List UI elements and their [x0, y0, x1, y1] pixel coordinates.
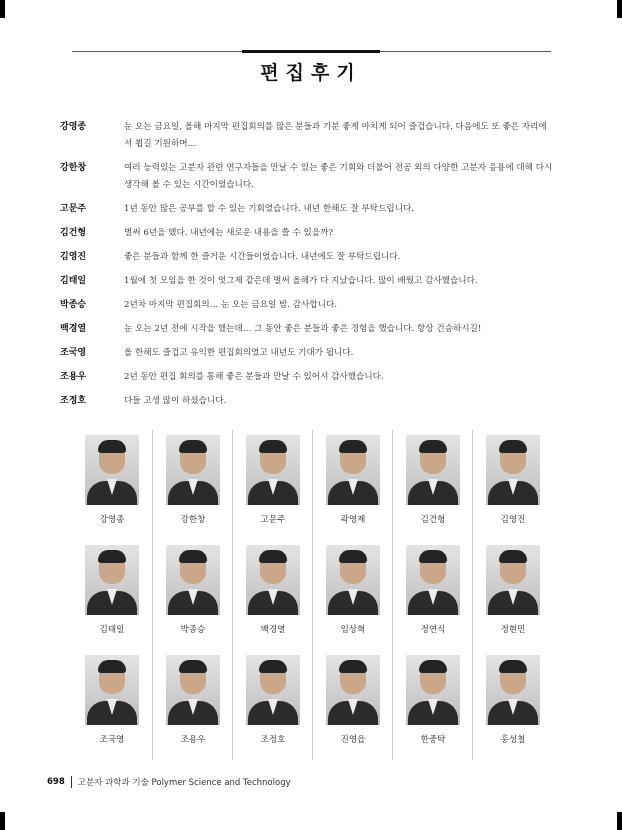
comment-text: 2년 동안 편집 회의를 통해 좋은 분들과 만날 수 있어서 감사했습니다. — [124, 372, 384, 382]
editor-portrait — [326, 655, 380, 725]
editor-card — [392, 650, 472, 760]
portrait-caption: 진영읍 — [340, 735, 366, 745]
editor-portrait — [406, 655, 460, 725]
editor-card — [152, 430, 232, 540]
comment-text: 눈 오는 금요일, 올해 마지막 편집회의를 많은 분들과 기분 좋게 마치게 되어 즐겁습니다. 다음에도 또 좋은 자리에서 뵙길 기원하며… — [124, 122, 547, 149]
page-number: 698 — [47, 777, 65, 787]
portrait-caption: 조용우 — [180, 735, 206, 745]
editor-card — [312, 430, 392, 540]
editor-card — [392, 540, 472, 650]
editor-portrait — [486, 435, 540, 505]
portrait-caption: 곽영제 — [340, 515, 366, 525]
portrait-caption: 정연식 — [420, 625, 446, 635]
portrait-caption: 강한창 — [180, 515, 206, 525]
editor-portrait — [166, 545, 220, 615]
page-footer — [47, 776, 291, 788]
comment-entry — [60, 345, 555, 362]
editor-card — [72, 540, 152, 650]
crop-mark-top-right — [617, 0, 622, 18]
page-title: 편집후기 — [260, 62, 362, 84]
editor-name: 강영종 — [60, 122, 87, 132]
editor-name: 조국영 — [60, 348, 87, 358]
comment-text: 올 한해도 즐겁고 유익한 편집회의였고 내년도 기대가 됩니다. — [124, 348, 354, 358]
editor-card — [312, 540, 392, 650]
comment-entry — [60, 273, 555, 290]
comment-entry — [60, 369, 555, 386]
editor-card — [472, 650, 552, 760]
editor-portrait — [166, 655, 220, 725]
editor-photo-gallery — [72, 430, 555, 760]
portrait-caption: 한중탁 — [420, 735, 446, 745]
comment-entry — [60, 393, 555, 410]
portrait-caption: 김건형 — [420, 515, 446, 525]
comment-entry — [60, 249, 555, 266]
editor-card — [72, 650, 152, 760]
editor-portrait — [486, 655, 540, 725]
editor-portrait — [406, 435, 460, 505]
comment-text: 1년 동안 많은 공부를 할 수 있는 기회였습니다. 내년 한해도 잘 부탁드립니다. — [124, 204, 415, 214]
editor-portrait — [486, 545, 540, 615]
portrait-caption: 김태일 — [99, 625, 125, 635]
editor-name: 김건형 — [60, 228, 87, 238]
editor-portrait — [406, 545, 460, 615]
comment-text: 다들 고생 많이 하셨습니다. — [124, 396, 227, 406]
crop-mark-bottom-right — [617, 812, 622, 830]
crop-mark-top-left — [0, 0, 5, 18]
portrait-caption: 조국영 — [99, 735, 125, 745]
editor-portrait — [166, 435, 220, 505]
comment-text: 2년차 마지막 편집회의… 눈 오는 금요일 밤. 감사합니다. — [124, 300, 337, 310]
editor-card — [312, 650, 392, 760]
comment-text: 벌써 6년을 했다. 내년에는 새로운 내용을 쓸 수 있을까? — [124, 228, 333, 238]
portrait-caption: 고문주 — [260, 515, 286, 525]
portrait-caption: 박종승 — [180, 625, 206, 635]
portrait-caption: 홍성철 — [500, 735, 526, 745]
editor-card — [232, 540, 312, 650]
editor-comments — [60, 119, 555, 417]
editor-portrait — [326, 435, 380, 505]
comment-text: 눈 오는 2년 전에 시작을 했는데… 그 동안 좋은 분들과 좋은 경험을 했습니다. 항상 건승하시길! — [124, 324, 482, 334]
editor-card — [392, 430, 472, 540]
crop-mark-bottom-left — [0, 812, 5, 830]
editor-card — [152, 650, 232, 760]
editor-portrait — [246, 545, 300, 615]
portrait-caption: 강영종 — [99, 515, 125, 525]
editor-card — [472, 430, 552, 540]
comment-entry — [60, 225, 555, 242]
editor-card — [152, 540, 232, 650]
editor-name: 강한창 — [60, 163, 87, 173]
portrait-caption: 조정호 — [260, 735, 286, 745]
editor-portrait — [246, 655, 300, 725]
portrait-caption: 백경열 — [260, 625, 286, 635]
header-rule-accent — [242, 50, 380, 53]
editor-card — [232, 430, 312, 540]
comment-entry — [60, 119, 555, 153]
editor-portrait — [85, 545, 139, 615]
editor-name: 김영진 — [60, 252, 87, 262]
editor-name: 박종승 — [60, 300, 87, 310]
editor-name: 고문주 — [60, 204, 87, 214]
journal-name: 고분자 과학과 기술 Polymer Science and Technology — [77, 778, 291, 788]
photo-row — [72, 650, 555, 760]
comment-entry — [60, 321, 555, 338]
editor-name: 김태일 — [60, 276, 87, 286]
comment-text: 1월에 첫 모임을 한 것이 엇그제 같은데 벌써 올해가 다 지났습니다. 많이 배웠고 감사했습니다. — [124, 276, 478, 286]
comment-entry — [60, 160, 555, 194]
comment-text: 여러 능력있는 고분자 관련 연구자들을 만날 수 있는 좋은 기회와 더불어 전공 외의 다양한 고분자 응용에 대해 다시 생각해 볼 수 있는 시간이었습니다. — [124, 163, 553, 190]
photo-row — [72, 540, 555, 650]
portrait-caption: 임상혁 — [340, 625, 366, 635]
photo-row — [72, 430, 555, 540]
comment-text: 좋은 분들과 함께 한 즐거운 시간들이었습니다. 내년에도 잘 부탁드립니다. — [124, 252, 401, 262]
comment-entry — [60, 201, 555, 218]
portrait-caption: 정현민 — [500, 625, 526, 635]
editor-portrait — [246, 435, 300, 505]
editor-portrait — [85, 655, 139, 725]
editor-name: 조정호 — [60, 396, 87, 406]
comment-entry — [60, 297, 555, 314]
editor-card — [72, 430, 152, 540]
editor-card — [472, 540, 552, 650]
portrait-caption: 김영진 — [500, 515, 526, 525]
editor-name: 백경열 — [60, 324, 87, 334]
editor-card — [232, 650, 312, 760]
footer-divider — [71, 776, 72, 788]
editor-portrait — [85, 435, 139, 505]
editor-name: 조용우 — [60, 372, 87, 382]
editor-portrait — [326, 545, 380, 615]
